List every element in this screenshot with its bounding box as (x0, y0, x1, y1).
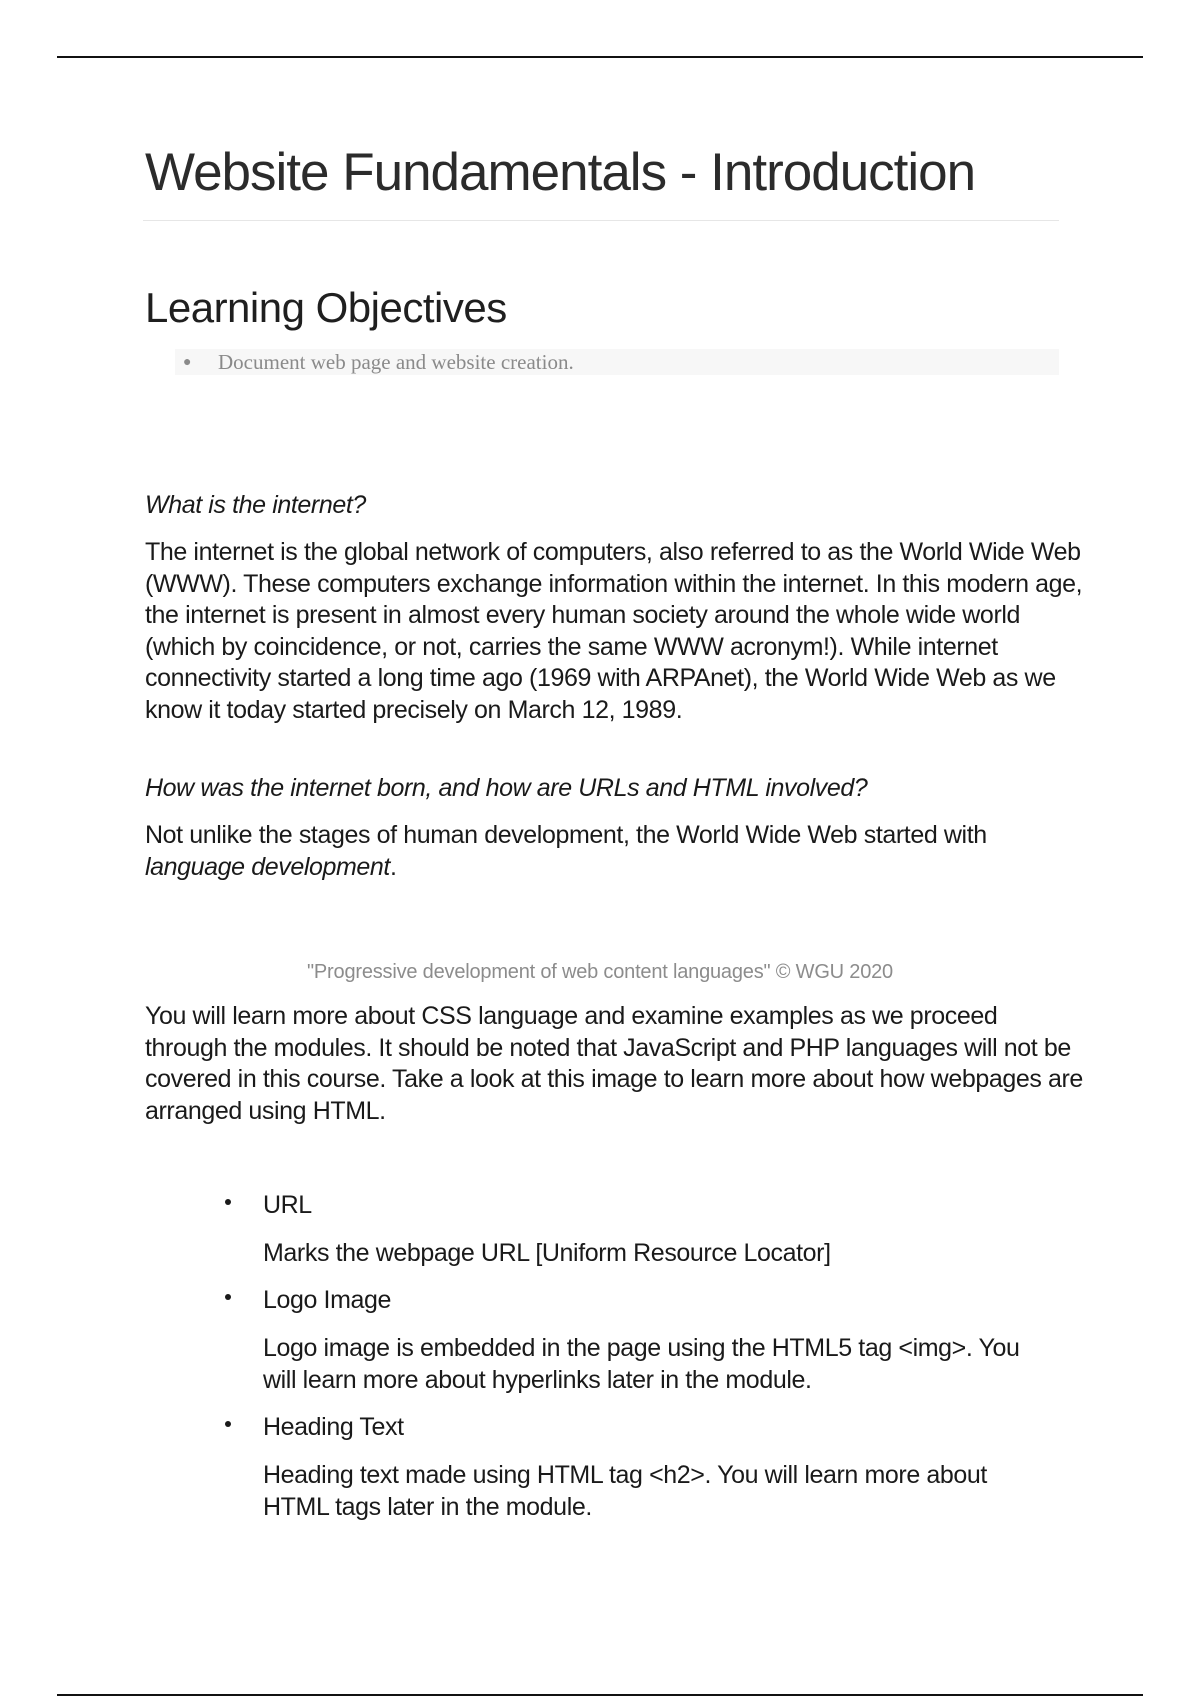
bullet-icon (225, 1421, 231, 1427)
list-item-description: Logo image is embedded in the page using the HTML5 tag <img>. You will learn more about hyperlinks later in the module. (263, 1334, 1020, 1394)
question-internet-born: How was the internet born, and how are URLs and HTML involved? (145, 774, 868, 802)
list-item-label: URL (263, 1191, 312, 1219)
paragraph-internet-definition: The internet is the global network of computers, also referred to as the World Wide Web (WWW). These computers exchange information within the internet. In this modern age, the internet is present in almost every human society around the whole wide world (which by coincidence, or not, carries the same WWW acronym!). While internet connectivity started a long time ago (1969 with ARPAnet), the World Wide Web as we know it today started precisely on March 12, 1989. (145, 538, 1083, 724)
list-item-label: Logo Image (263, 1286, 392, 1314)
image-caption: "Progressive development of web content languages" © WGU 2020 (307, 961, 893, 983)
objective-text: Document web page and website creation. (218, 350, 574, 374)
list-spacer (225, 1269, 1065, 1285)
list-item-description: Marks the webpage URL [Uniform Resource Locator] (263, 1239, 831, 1267)
list-item-label: Heading Text (263, 1413, 404, 1441)
list-item (225, 1190, 1065, 1269)
emphasis-text: language development (145, 852, 390, 881)
bullet-icon (225, 1294, 231, 1300)
bottom-rule (57, 1694, 1143, 1696)
list-spacer (225, 1396, 1065, 1412)
html-elements-list (225, 1190, 1065, 1523)
list-item (225, 1412, 1065, 1523)
page-title: Website Fundamentals - Introduction (145, 143, 976, 202)
title-divider (143, 220, 1059, 221)
paragraph-language-development (145, 820, 1085, 883)
paragraph-text-end: . (389, 852, 397, 881)
paragraph-css-modules: You will learn more about CSS language and examine examples as we proceed through the modules. It should be noted that JavaScript and PHP languages will not be covered in this course. Take a look at this image to learn more about how webpages are arranged using HTML. (145, 1002, 1083, 1125)
learning-objectives-heading: Learning Objectives (145, 284, 507, 331)
bullet-icon (225, 1199, 231, 1205)
question-what-is-internet: What is the internet? (145, 491, 366, 519)
bullet-icon: ● (183, 355, 192, 370)
list-item-description: Heading text made using HTML tag <h2>. You will learn more about HTML tags later in the module. (263, 1461, 987, 1521)
paragraph-text: Not unlike the stages of human development, the World Wide Web started with (145, 821, 987, 849)
list-item (225, 1285, 1065, 1396)
top-rule (57, 56, 1143, 58)
objective-item (183, 350, 574, 375)
